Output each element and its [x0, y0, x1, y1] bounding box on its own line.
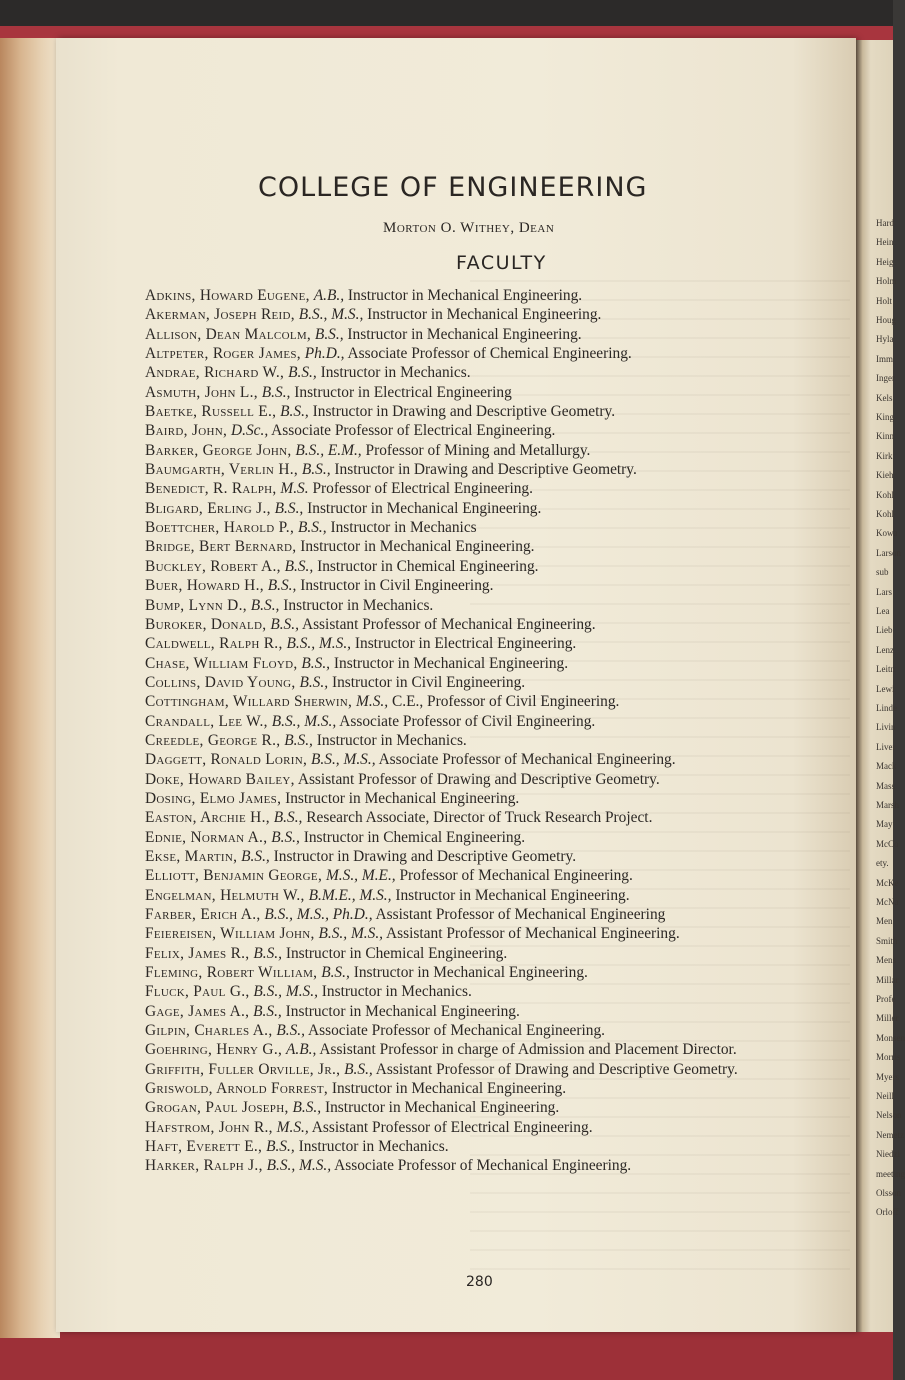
faculty-degrees: D.Sc., — [230, 422, 269, 440]
faculty-degrees: M.S. — [280, 480, 309, 498]
faculty-entry — [145, 499, 825, 518]
faculty-degrees: B.S., — [273, 809, 303, 827]
adjacent-page-word: Larson — [876, 547, 901, 558]
adjacent-page-word: Kels — [876, 392, 893, 403]
faculty-role: Instructor in Chemical Engineering. — [303, 828, 526, 846]
adjacent-page-word: Leitn — [876, 664, 895, 675]
faculty-degrees: B.S., M.S., — [266, 1157, 332, 1175]
faculty-entry — [145, 596, 825, 615]
faculty-degrees: B.S., — [274, 499, 304, 517]
page-title: COLLEGE OF ENGINEERING — [258, 172, 648, 203]
adjacent-page-word: Olsson — [876, 1188, 902, 1198]
faculty-role: Instructor in Mechanical Engineering. — [307, 499, 542, 517]
faculty-name: Boettcher, Harold P., — [145, 519, 295, 537]
faculty-entry — [145, 1021, 825, 1040]
faculty-role: Instructor in Civil Engineering. — [331, 673, 526, 691]
adjacent-page-word: Myers — [876, 1071, 899, 1082]
faculty-entry — [145, 518, 825, 537]
faculty-name: Ekse, Martin, — [145, 847, 238, 865]
faculty-degrees: B.S., — [292, 1099, 322, 1117]
faculty-entry — [145, 847, 825, 866]
faculty-degrees: B.S., M.S., — [253, 983, 318, 1001]
faculty-degrees: B.S., E.M., — [295, 441, 362, 459]
faculty-name: Baumgarth, Verlin H., — [145, 461, 299, 479]
page-number: 280 — [466, 1274, 493, 1290]
adjacent-page-word: Lieb — [876, 625, 893, 636]
faculty-role: Associate Professor of Civil Engineering. — [339, 712, 596, 730]
faculty-entry — [145, 402, 825, 421]
faculty-role: Instructor in Mechanical Engineering. — [285, 1002, 520, 1020]
adjacent-page-word: Lars — [876, 586, 892, 597]
faculty-degrees: B.S., — [314, 325, 344, 343]
faculty-name: Buckley, Robert A., — [145, 557, 281, 575]
faculty-name: Caldwell, Ralph R., — [145, 635, 283, 653]
faculty-entry — [145, 1079, 825, 1098]
adjacent-page-word: Orloff — [876, 1207, 899, 1218]
adjacent-page-word: Kohl — [876, 489, 894, 500]
faculty-entry — [145, 712, 825, 731]
adjacent-page-word: Lenz — [876, 644, 894, 655]
faculty-role: Instructor in Mechanics. — [321, 983, 472, 1001]
adjacent-page-word: Hyla — [876, 334, 894, 345]
faculty-role: Instructor in Chemical Engineering. — [285, 944, 508, 962]
adjacent-page-word: Heig — [876, 256, 894, 267]
faculty-name: Chase, William Floyd, — [145, 654, 298, 672]
faculty-degrees: B.S., — [321, 964, 350, 982]
adjacent-page-word: Mass — [876, 780, 896, 791]
faculty-entry — [145, 557, 825, 576]
adjacent-page-word: May — [876, 819, 893, 830]
adjacent-page-word: Lea — [876, 606, 890, 616]
faculty-degrees: B.S., M.S., — [286, 635, 352, 653]
faculty-degrees: B.S., — [299, 673, 329, 691]
faculty-role: Instructor in Mechanical Engineering. — [353, 964, 588, 982]
adjacent-page-word: Miller — [876, 1013, 899, 1024]
faculty-degrees: B.S., M.S., — [311, 751, 376, 769]
book-cover-bottom — [0, 1328, 893, 1380]
adjacent-page-word: Mens — [876, 955, 896, 966]
faculty-entry — [145, 383, 825, 402]
adjacent-page-word: Nemetz — [876, 1129, 904, 1140]
adjacent-page-word: Holt — [876, 295, 893, 306]
faculty-entry — [145, 634, 825, 653]
faculty-role: Assistant Professor of Mechanical Engineering. — [301, 615, 596, 633]
faculty-name: Altpeter, Roger James, — [145, 345, 301, 363]
faculty-degrees: B.S., — [276, 1022, 305, 1040]
faculty-degrees: B.S., M.S., — [298, 306, 364, 324]
faculty-entry — [145, 654, 825, 673]
faculty-name: Fluck, Paul G., — [145, 983, 250, 1001]
faculty-entry — [145, 1098, 825, 1117]
adjacent-page-word: Kowa — [876, 528, 898, 539]
faculty-degrees: B.S., — [253, 944, 282, 962]
faculty-entry — [145, 808, 825, 827]
faculty-name: Feiereisen, William John, — [145, 925, 315, 943]
faculty-role: Instructor in Mechanical Engineering. — [285, 789, 520, 807]
faculty-role: Instructor in Mechanical Engineering. — [300, 538, 535, 556]
faculty-entry — [145, 1060, 825, 1079]
faculty-role: Associate Professor of Electrical Engineering. — [271, 422, 556, 440]
faculty-degrees: B.S., — [301, 461, 331, 479]
faculty-degrees: B.S., — [284, 731, 313, 749]
faculty-entry — [145, 866, 825, 885]
faculty-name: Hafstrom, John R., — [145, 1118, 273, 1136]
faculty-degrees: B.S., — [253, 1002, 282, 1020]
adjacent-page-word: Hein — [876, 237, 894, 248]
faculty-role: Instructor in Mechanics. — [298, 1138, 449, 1156]
faculty-name: Akerman, Joseph Reid, — [145, 306, 295, 324]
faculty-name: Gage, James A., — [145, 1002, 250, 1020]
adjacent-page — [856, 40, 905, 1332]
adjacent-page-word: ety. — [876, 858, 889, 869]
dean-line: Morton O. Withey, Dean — [383, 220, 555, 236]
page-stack-left — [0, 38, 60, 1338]
faculty-role: Instructor in Mechanical Engineering. — [367, 306, 602, 324]
faculty-entry — [145, 344, 825, 363]
adjacent-page-word: Kieh — [876, 470, 894, 481]
faculty-name: Felix, James R., — [145, 944, 250, 962]
adjacent-page-word: Nelson — [876, 1110, 902, 1121]
faculty-entry — [145, 770, 825, 789]
adjacent-page-word: Inger — [876, 373, 895, 384]
faculty-role: Instructor in Mechanical Engineering. — [333, 654, 569, 672]
faculty-degrees: B.S., — [241, 847, 270, 865]
faculty-degrees: B.S., — [267, 577, 297, 595]
adjacent-page-word: Neill — [876, 1091, 894, 1101]
faculty-entry — [145, 615, 825, 634]
faculty-degrees: M.S., — [356, 693, 389, 711]
adjacent-page-word: McCo — [876, 838, 899, 849]
adjacent-page-word: McKe — [876, 877, 899, 888]
faculty-role: Associate Professor of Mechanical Engineering. — [334, 1157, 632, 1175]
faculty-role: Instructor in Mechanical Engineering. — [395, 886, 630, 904]
faculty-entry — [145, 673, 825, 692]
faculty-name: Andrae, Richard W., — [145, 364, 285, 382]
faculty-entry — [145, 441, 825, 460]
adjacent-page-word: Kohl — [876, 509, 894, 519]
faculty-name: Engelman, Helmuth W., — [145, 886, 305, 904]
faculty-name: Creedle, George R., — [145, 731, 281, 749]
faculty-entry — [145, 363, 825, 382]
faculty-role: C.E., Professor of Civil Engineering. — [391, 693, 620, 711]
faculty-name: Barker, George John, — [145, 441, 292, 459]
adjacent-page-word: McNa — [876, 897, 899, 907]
faculty-degrees: B.S., — [266, 1138, 295, 1156]
faculty-name: Crandall, Lee W., — [145, 712, 268, 730]
faculty-name: Cottingham, Willard Sherwin, — [145, 693, 353, 711]
faculty-role: Instructor in Electrical Engineering. — [354, 635, 577, 653]
faculty-list — [145, 286, 825, 1176]
faculty-role: Instructor in Mechanical Engineering. — [347, 325, 582, 343]
section-heading: FACULTY — [456, 252, 547, 274]
faculty-entry — [145, 1040, 825, 1059]
faculty-name: Gilpin, Charles A., — [145, 1022, 273, 1040]
faculty-name: Doke, Howard Bailey, — [145, 770, 295, 788]
faculty-entry — [145, 963, 825, 982]
adjacent-page-word: Livin — [876, 722, 896, 733]
adjacent-page-word: Linde — [876, 703, 897, 713]
adjacent-page-word: Monsen — [876, 1032, 905, 1043]
adjacent-page-word: Morris — [876, 1052, 901, 1063]
faculty-entry — [145, 828, 825, 847]
faculty-name: Daggett, Ronald Lorin, — [145, 751, 308, 769]
faculty-degrees: B.S., — [250, 596, 280, 614]
faculty-name: Baird, John, — [145, 422, 228, 440]
faculty-degrees: B.S., M.S., — [318, 925, 384, 943]
faculty-degrees: A.B., — [313, 287, 345, 304]
adjacent-page-word: Kinn — [876, 431, 894, 442]
faculty-entry — [145, 982, 825, 1001]
faculty-name: Easton, Archie H., — [145, 809, 270, 827]
faculty-role: Instructor in Mechanical Engineering. — [331, 1080, 567, 1098]
faculty-degrees: B.S., — [284, 557, 314, 575]
faculty-role: Associate Professor of Chemical Engineering. — [347, 345, 632, 363]
faculty-role: Instructor in Mechanical Engineering. — [347, 287, 583, 304]
faculty-degrees: M.S., — [276, 1118, 309, 1136]
faculty-name: Baetke, Russell E., — [145, 403, 277, 421]
faculty-degrees: B.S., — [297, 519, 327, 537]
faculty-entry — [145, 692, 825, 711]
faculty-name: Griswold, Arnold Forrest, — [145, 1080, 328, 1098]
adjacent-page-word: Men — [876, 916, 893, 927]
faculty-entry — [145, 421, 825, 440]
faculty-degrees: M.S., M.E., — [325, 867, 396, 885]
faculty-degrees: B.S., — [271, 828, 300, 846]
faculty-role: Professor of Electrical Engineering. — [312, 480, 533, 498]
faculty-role: Instructor in Drawing and Descriptive Geometry. — [273, 847, 577, 865]
faculty-name: Buer, Howard H., — [145, 577, 264, 595]
faculty-role: Research Associate, Director of Truck Research Project. — [306, 809, 653, 827]
adjacent-page-word: Hard — [876, 218, 894, 228]
faculty-name: Ednie, Norman A., — [145, 828, 268, 846]
faculty-role: Instructor in Mechanics. — [283, 596, 434, 614]
faculty-name: Dosing, Elmo James, — [145, 789, 282, 807]
adjacent-page-word: Liver — [876, 741, 896, 752]
adjacent-page-word: Mack — [876, 761, 897, 772]
faculty-role: Instructor in Electrical Engineering — [294, 383, 512, 401]
faculty-entry — [145, 1137, 825, 1156]
faculty-name: Griffith, Fuller Orville, Jr., — [145, 1060, 341, 1078]
faculty-name: Benedict, R. Ralph, — [145, 480, 277, 498]
faculty-degrees: B.S., — [344, 1060, 373, 1078]
faculty-degrees: B.S., — [301, 654, 331, 672]
faculty-role: Instructor in Civil Engineering. — [300, 577, 494, 595]
faculty-name: Buroker, Donald, — [145, 615, 267, 633]
faculty-entry — [145, 944, 825, 963]
adjacent-page-word: Marsh — [876, 800, 899, 810]
faculty-name: Adkins, Howard Eugene, — [145, 287, 310, 304]
faculty-role: Assistant Professor of Drawing and Descriptive Geometry. — [375, 1060, 738, 1078]
faculty-name: Grogan, Paul Joseph, — [145, 1099, 289, 1117]
faculty-entry — [145, 479, 825, 498]
faculty-name: Bump, Lynn D., — [145, 596, 247, 614]
faculty-name: Bligard, Erling J., — [145, 499, 271, 517]
faculty-entry — [145, 537, 825, 556]
faculty-role: Instructor in Drawing and Descriptive Geometry. — [312, 403, 616, 421]
adjacent-page-word: Niedzi — [876, 1149, 900, 1160]
faculty-name: Fleming, Robert William, — [145, 964, 318, 982]
faculty-entry — [145, 576, 825, 595]
faculty-degrees: B.M.E., M.S., — [308, 886, 392, 904]
faculty-degrees: B.S., — [280, 403, 309, 421]
faculty-degrees: B.S., — [261, 383, 291, 401]
faculty-entry — [145, 286, 825, 305]
faculty-role: Associate Professor of Mechanical Engineering. — [307, 1022, 606, 1040]
faculty-entry — [145, 924, 825, 943]
faculty-role: Instructor in Mechanics. — [320, 364, 471, 382]
adjacent-page-word: Houg — [876, 315, 896, 325]
faculty-role: Instructor in Mechanics. — [316, 731, 467, 749]
faculty-name: Farber, Erich A., — [145, 906, 261, 923]
faculty-entry — [145, 1118, 825, 1137]
adjacent-page-word: Smith — [876, 935, 898, 946]
faculty-degrees: B.S., — [270, 615, 299, 633]
faculty-entry — [145, 905, 825, 924]
faculty-name: Bridge, Bert Bernard, — [145, 538, 297, 556]
faculty-entry — [145, 731, 825, 750]
faculty-role: Professor of Mechanical Engineering. — [399, 867, 633, 885]
faculty-entry — [145, 886, 825, 905]
faculty-name: Asmuth, John L., — [145, 383, 258, 401]
adjacent-page-word: meeting — [876, 1168, 905, 1179]
faculty-role: Instructor in Mechanics — [330, 519, 477, 537]
faculty-role: Assistant Professor in charge of Admission and Placement Director. — [319, 1041, 737, 1059]
faculty-name: Collins, David Young, — [145, 673, 296, 691]
faculty-entry — [145, 305, 825, 324]
adjacent-page-word: Profe — [876, 994, 896, 1004]
faculty-entry — [145, 460, 825, 479]
faculty-entry — [145, 1156, 825, 1175]
faculty-role: Assistant Professor of Electrical Engineering. — [311, 1118, 593, 1136]
faculty-name: Harker, Ralph J., — [145, 1157, 263, 1175]
faculty-entry — [145, 789, 825, 808]
adjacent-page-word: Imm — [876, 353, 893, 364]
faculty-degrees: A.B., — [285, 1041, 317, 1059]
faculty-name: Elliott, Benjamin George, — [145, 867, 323, 885]
faculty-role: Associate Professor of Mechanical Engineering. — [378, 751, 676, 769]
faculty-role: Assistant Professor of Mechanical Engineering. — [386, 925, 680, 943]
faculty-role: Assistant Professor of Mechanical Engineering — [375, 906, 666, 923]
faculty-role: Instructor in Drawing and Descriptive Geometry. — [334, 461, 637, 479]
adjacent-page-word: sub — [876, 567, 889, 578]
faculty-role: Instructor in Mechanical Engineering. — [324, 1099, 560, 1117]
faculty-degrees: B.S., M.S., Ph.D., — [264, 906, 373, 923]
adjacent-page-word: Holm — [876, 276, 897, 287]
faculty-name: Allison, Dean Malcolm, — [145, 325, 312, 343]
adjacent-page-word: Kirk — [876, 450, 893, 461]
faculty-name: Goehring, Henry G., — [145, 1041, 283, 1059]
faculty-degrees: Ph.D., — [304, 345, 345, 363]
adjacent-page-word: Lewi — [876, 683, 895, 694]
faculty-name: Haft, Everett E., — [145, 1138, 263, 1156]
faculty-entry — [145, 1002, 825, 1021]
faculty-role: Professor of Mining and Metallurgy. — [365, 441, 591, 459]
adjacent-page-word: Millar — [876, 974, 899, 985]
faculty-degrees: B.S., — [288, 364, 317, 382]
faculty-degrees: B.S., M.S., — [271, 712, 337, 730]
faculty-role: Assistant Professor of Drawing and Descriptive Geometry. — [297, 770, 660, 788]
faculty-entry — [145, 325, 825, 344]
adjacent-page-word: King — [876, 412, 894, 422]
faculty-role: Instructor in Chemical Engineering. — [317, 557, 539, 575]
faculty-entry — [145, 750, 825, 769]
